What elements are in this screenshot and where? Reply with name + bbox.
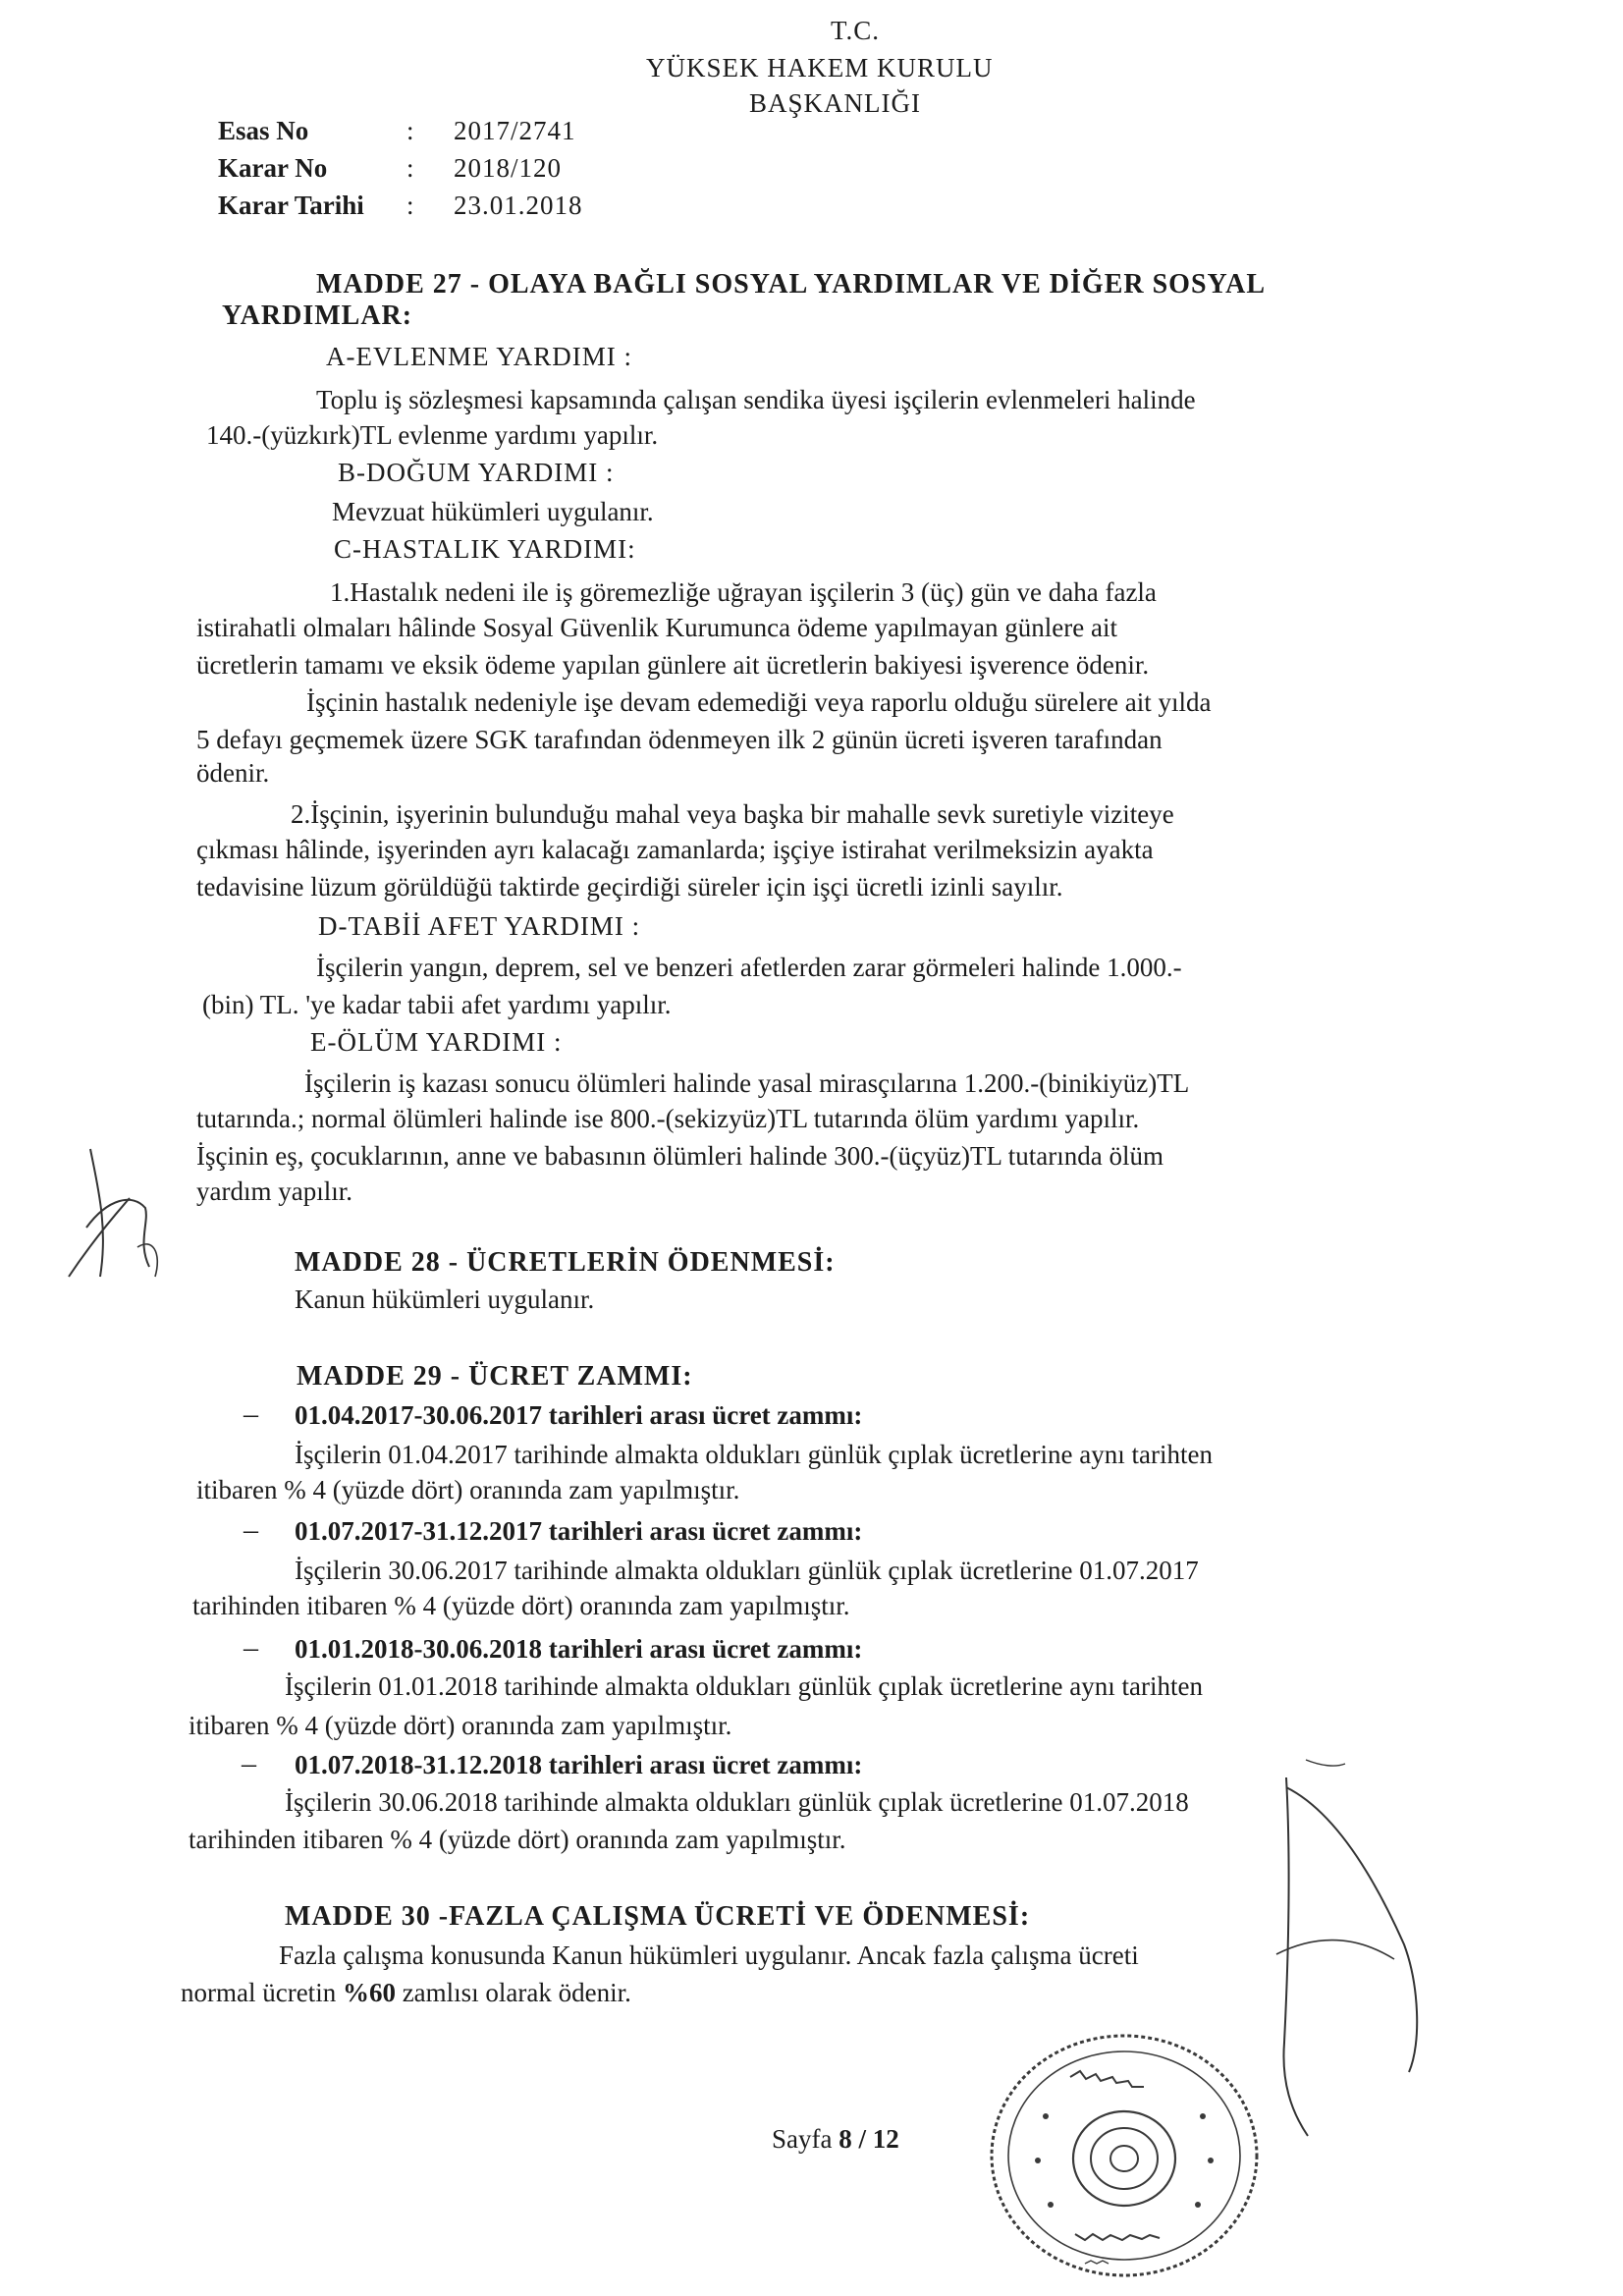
- overtime-rate: %60: [342, 1978, 396, 2007]
- raise-period-2-line2: tarihinden itibaren % 4 (yüzde dört) oranında zam yapılmıştır.: [192, 1591, 850, 1620]
- bullet-dash: –: [243, 1397, 258, 1430]
- raise-period-1-line2: itibaren % 4 (yüzde dört) oranında zam yapılmıştır.: [196, 1475, 740, 1504]
- madde30-line2: [181, 1980, 631, 2006]
- section-a-text-line2: 140.-(yüzkırk)TL evlenme yardımı yapılır.: [206, 420, 659, 450]
- bullet-dash: –: [242, 1747, 256, 1779]
- meta-value: 2018/120: [454, 153, 563, 183]
- page-footer: [772, 2124, 899, 2155]
- section-e-line1: İşçilerin iş kazası sonucu ölümleri halinde yasal mirasçılarına 1.200.-(binikiyüz)TL: [304, 1068, 1190, 1098]
- raise-period-4-line1: İşçilerin 30.06.2018 tarihinde almakta oldukları günlük çıplak ücretlerine 01.07.2018: [285, 1787, 1189, 1817]
- madde27-heading-line2: YARDIMLAR:: [222, 301, 413, 331]
- meta-sep: :: [406, 116, 414, 145]
- section-d-line1: İşçilerin yangın, deprem, sel ve benzeri afetlerden zarar görmeleri halinde 1.000.-: [316, 953, 1182, 982]
- meta-karar-no: [218, 155, 562, 182]
- meta-esas-no: [218, 118, 576, 144]
- meta-label: Karar Tarihi: [218, 191, 364, 220]
- madde28-text: Kanun hükümleri uygulanır.: [295, 1285, 595, 1314]
- raise-period-2-line1: İşçilerin 30.06.2017 tarihinde almakta oldukları günlük çıplak ücretlerine 01.07.2017: [295, 1556, 1199, 1585]
- section-c2-line1: 2.İşçinin, işyerinin bulunduğu mahal veya başka bir mahalle sevk suretiyle viziteye: [291, 799, 1174, 829]
- bullet-dash: –: [243, 1631, 258, 1664]
- handwritten-signature: [1247, 1748, 1434, 2160]
- madde30-line1: Fazla çalışma konusunda Kanun hükümleri uygulanır. Ancak fazla çalışma ücreti: [279, 1941, 1139, 1970]
- raise-period-1-line1: İşçilerin 01.04.2017 tarihinde almakta oldukları günlük çıplak ücretlerine aynı tarihten: [295, 1440, 1213, 1469]
- section-d-title: D-TABİİ AFET YARDIMI :: [318, 911, 641, 941]
- section-c2-line3: tedavisine lüzum görüldüğü taktirde geçirdiği süreler için işçi ücretli izinli sayılır.: [196, 872, 1063, 902]
- handwritten-initial-left: [39, 1129, 177, 1296]
- madde30-heading: MADDE 30 -FAZLA ÇALIŞMA ÜCRETİ VE ÖDENMESİ:: [285, 1901, 1031, 1932]
- meta-sep: :: [406, 153, 414, 183]
- meta-sep: :: [406, 191, 414, 220]
- section-e-line3: İşçinin eş, çocuklarının, anne ve babasının ölümleri halinde 300.-(üçyüz)TL tutarında ölüm: [196, 1141, 1163, 1171]
- raise-period-2-title: 01.07.2017-31.12.2017 tarihleri arası ücret zammı:: [295, 1516, 863, 1546]
- raise-period-4-title: 01.07.2018-31.12.2018 tarihleri arası ücret zammı:: [295, 1750, 863, 1779]
- header-presidency: BAŞKANLIĞI: [749, 88, 921, 118]
- page-number: 8 / 12: [839, 2124, 899, 2154]
- madde30-line2-pre: normal ücretin: [181, 1978, 343, 2007]
- official-seal: [977, 2023, 1271, 2288]
- meta-label: Esas No: [218, 116, 309, 145]
- section-c1b-line1: İşçinin hastalık nedeniyle işe devam edemediği veya raporlu olduğu sürelere ait yılda: [306, 687, 1212, 717]
- section-c1-line2: istirahatli olmaları hâlinde Sosyal Güvenlik Kurumunca ödeme yapılmayan günlere ait: [196, 613, 1117, 642]
- section-a-text-line1: Toplu iş sözleşmesi kapsamında çalışan sendika üyesi işçilerin evlenmeleri halinde: [316, 385, 1196, 414]
- meta-value: 2017/2741: [454, 116, 576, 145]
- section-b-title: B-DOĞUM YARDIMI :: [338, 458, 615, 487]
- header-tc: T.C.: [831, 16, 880, 45]
- section-c-title: C-HASTALIK YARDIMI:: [334, 534, 636, 564]
- raise-period-3-line1: İşçilerin 01.01.2018 tarihinde almakta oldukları günlük çıplak ücretlerine aynı tarihten: [285, 1671, 1203, 1701]
- page-label: Sayfa: [772, 2124, 839, 2154]
- meta-label: Karar No: [218, 153, 328, 183]
- meta-value: 23.01.2018: [454, 191, 583, 220]
- section-c1b-line3: ödenir.: [196, 758, 270, 788]
- section-b-text: Mevzuat hükümleri uygulanır.: [332, 497, 654, 526]
- section-d-line2: (bin) TL. 'ye kadar tabii afet yardımı yapılır.: [202, 990, 672, 1019]
- madde29-heading: MADDE 29 - ÜCRET ZAMMI:: [297, 1361, 693, 1392]
- madde28-heading: MADDE 28 - ÜCRETLERİN ÖDENMESİ:: [295, 1247, 836, 1278]
- madde27-heading-line1: MADDE 27 - OLAYA BAĞLI SOSYAL YARDIMLAR VE DİĞER SOSYAL: [316, 269, 1267, 300]
- section-c1b-line2: 5 defayı geçmemek üzere SGK tarafından ödenmeyen ilk 2 günün ücreti işveren tarafından: [196, 725, 1163, 754]
- madde30-line2-post: zamlısı olarak ödenir.: [395, 1978, 631, 2007]
- section-e-line2: tutarında.; normal ölümleri halinde ise 800.-(sekizyüz)TL tutarında ölüm yardımı yapılır.: [196, 1104, 1140, 1133]
- section-c1-line3: ücretlerin tamamı ve eksik ödeme yapılan günlere ait ücretlerin bakiyesi işverence ödenir.: [196, 650, 1150, 680]
- meta-karar-tarihi: [218, 192, 583, 219]
- raise-period-4-line2: tarihinden itibaren % 4 (yüzde dört) oranında zam yapılmıştır.: [189, 1825, 846, 1854]
- header-institution: YÜKSEK HAKEM KURULU: [646, 53, 994, 82]
- bullet-dash: –: [243, 1513, 258, 1546]
- raise-period-1-title: 01.04.2017-30.06.2017 tarihleri arası ücret zammı:: [295, 1400, 863, 1430]
- section-e-line4: yardım yapılır.: [196, 1176, 352, 1206]
- section-c1-line1: 1.Hastalık nedeni ile iş göremezliğe uğrayan işçilerin 3 (üç) gün ve daha fazla: [330, 577, 1157, 607]
- section-e-title: E-ÖLÜM YARDIMI :: [310, 1027, 563, 1057]
- raise-period-3-line2: itibaren % 4 (yüzde dört) oranında zam yapılmıştır.: [189, 1711, 732, 1740]
- section-c2-line2: çıkması hâlinde, işyerinden ayrı kalacağı zamanlarda; işçiye istirahat verilmeksizin ayakta: [196, 835, 1154, 864]
- section-a-title: A-EVLENME YARDIMI :: [326, 342, 632, 371]
- raise-period-3-title: 01.01.2018-30.06.2018 tarihleri arası ücret zammı:: [295, 1634, 863, 1664]
